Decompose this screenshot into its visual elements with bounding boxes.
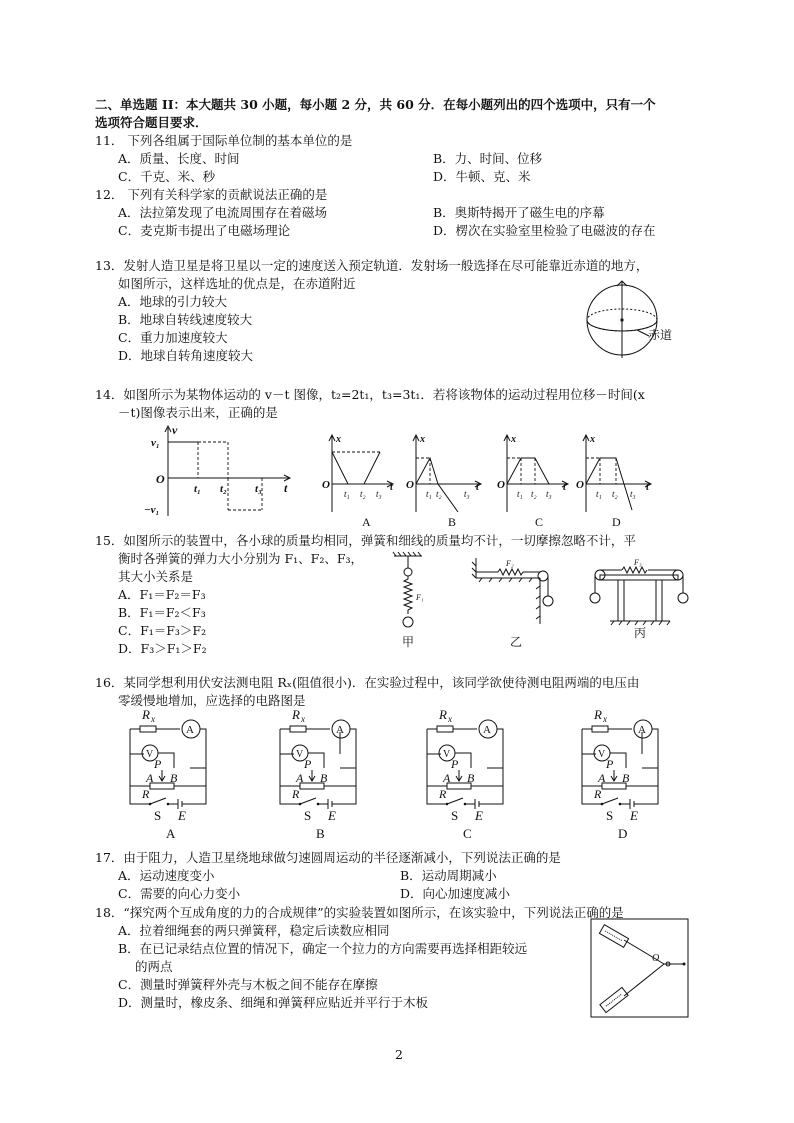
q13-equator-label: 赤道: [648, 328, 673, 342]
q13-option-d: D．地球自转角速度较大: [118, 348, 254, 363]
q15-option-d: D．F₃＞F₁＞F₂: [118, 641, 207, 656]
p-label: P: [606, 757, 614, 771]
xt-a-t2: t₂: [360, 489, 366, 499]
vt-t3-label: t₃: [255, 483, 262, 495]
vt-v1-label: v₁: [151, 437, 160, 449]
rx-resistor: [437, 726, 453, 732]
p-label: P: [154, 757, 162, 771]
q16-option-label: B: [316, 826, 325, 841]
q18-o-label: O: [652, 953, 660, 964]
section-header-line2: 选项符合题目要求．: [95, 115, 208, 130]
xt-b-t1: t₁: [426, 489, 432, 499]
voltmeter-label: V: [296, 749, 304, 760]
q13-stem-line1: 13．发射人造卫星是将卫星以一定的速度送入预定轨道．发射场一般选择在尽可能靠近赤道的地方，: [95, 258, 649, 273]
xt-d-t3: t₃: [630, 489, 636, 499]
rheostat-b-label: B: [467, 771, 475, 785]
q14-option-c-label: C: [535, 515, 544, 529]
switch-s-label: S: [304, 808, 312, 823]
q16-circuit-c: [425, 708, 525, 843]
vt-neg-v1-label: −v₁: [144, 504, 160, 516]
battery-e-label: E: [475, 808, 483, 823]
q17-option-b: B．运动周期减小: [400, 868, 497, 883]
section-header-line1: 二、单选题 II：本大题共 30 小题，每小题 2 分，共 60 分．在每小题列出的四个选项中，只有一个: [95, 97, 656, 112]
q14-xt-graph-b: [402, 428, 487, 528]
vt-t-axis-label: t: [284, 481, 288, 495]
ammeter-label: A: [638, 724, 646, 736]
xt-a-origin: O: [322, 479, 330, 491]
p-label: P: [304, 757, 312, 771]
xt-c-t3: t₃: [546, 489, 552, 499]
q14-xt-graph-c: [493, 428, 573, 528]
xt-c-t-label: t: [563, 482, 566, 493]
q17-option-c: C．需要的向心力变小: [118, 886, 241, 901]
rx-label: R: [439, 707, 447, 722]
q13-earth-figure: [585, 280, 685, 370]
q15-figure-bing: [582, 553, 692, 653]
q14-xt-graph-a: [318, 428, 398, 528]
q16-circuit-b: [278, 708, 378, 843]
xt-b-x-label: x: [420, 434, 425, 445]
q15-f3-label: F₃: [634, 558, 642, 567]
q12-option-d: D．楞次在实验室里检验了电磁波的存在: [433, 223, 656, 238]
rheostat-b-label: B: [170, 771, 178, 785]
xt-d-x-label: x: [590, 434, 595, 445]
q16-option-label: D: [618, 826, 628, 841]
xt-c-t1: t₁: [517, 489, 523, 499]
q18-stem: 18．“探究两个互成角度的力的合成规律”的实验装置如图所示，在该实验中，下列说法正确的是: [95, 905, 624, 920]
q13-option-a: A．地球的引力较大: [118, 294, 228, 309]
rheostat-r-label: R: [594, 787, 602, 801]
voltmeter-label: V: [443, 749, 451, 760]
q15-stem-line2: 衡时各弹簧的弹力大小分别为 F₁、F₂、F₃，: [118, 551, 364, 566]
rx-sub-label: x: [603, 714, 607, 724]
q15-option-a: A．F₁＝F₂＝F₃: [118, 587, 206, 602]
q14-xt-graph-d: [572, 428, 657, 528]
rx-label: R: [292, 707, 300, 722]
q15-figure-jia: [388, 550, 448, 650]
q15-f1-label: F₁: [416, 593, 424, 602]
xt-b-t-label: t: [476, 482, 479, 493]
xt-b-t2: t₂: [436, 489, 442, 499]
rx-label: R: [142, 707, 150, 722]
q15-bing-label: 丙: [634, 626, 647, 640]
q15-option-c: C．F₁＝F₃＞F₂: [118, 623, 207, 638]
q15-figure-yi: [468, 556, 558, 656]
rheostat-r-label: R: [142, 787, 150, 801]
vt-origin-label: O: [156, 472, 165, 486]
voltmeter-label: V: [146, 749, 154, 760]
q15-jia-label: 甲: [402, 635, 415, 649]
switch-s-label: S: [606, 808, 614, 823]
rx-resistor: [140, 726, 156, 732]
xt-a-x-label: x: [336, 434, 341, 445]
q17-stem: 17．由于阻力，人造卫星绕地球做匀速圆周运动的半径逐渐减小，下列说法正确的是: [95, 850, 561, 865]
rheostat-r-label: R: [439, 787, 447, 801]
xt-d-origin: O: [576, 479, 584, 491]
p-label: P: [451, 757, 459, 771]
q17-option-d: D．向心加速度减小: [400, 886, 511, 901]
q13-option-c: C．重力加速度较大: [118, 330, 228, 345]
q14-vt-graph: [140, 420, 300, 520]
page-number: 2: [395, 1047, 403, 1062]
q18-option-c: C．测量时弹簧秤外壳与木板之间不能存在摩擦: [118, 977, 378, 992]
vt-t2-label: t₂: [220, 483, 227, 495]
q12-stem: 12． 下列有关科学家的贡献说法正确的是: [95, 187, 328, 202]
rheostat-a-label: A: [146, 771, 154, 785]
q12-option-c: C．麦克斯韦提出了电磁场理论: [118, 223, 291, 238]
ammeter-label: A: [336, 724, 344, 736]
q14-option-d-label: D: [612, 515, 621, 529]
q13-stem-line2: 如图所示，这样选址的优点是，在赤道附近: [118, 276, 356, 291]
q17-option-a: A．运动速度变小: [118, 868, 215, 883]
switch-s-label: S: [451, 808, 459, 823]
xt-b-t3: t₃: [464, 489, 470, 499]
xt-d-t1: t₁: [596, 489, 602, 499]
q11-option-a: A．质量、长度、时间: [118, 151, 240, 166]
q14-option-b-label: B: [448, 515, 457, 529]
q12-option-a: A．法拉第发现了电流周围存在着磁场: [118, 205, 328, 220]
xt-a-t-label: t: [390, 482, 393, 493]
q11-option-b: B．力、时间、位移: [433, 151, 543, 166]
battery-e-label: E: [328, 808, 336, 823]
q16-stem-line1: 16．某同学想利用伏安法测电阻 Rₓ(阻值很小)．在实验过程中，该同学欲使待测电阻两端的电压由: [95, 675, 640, 690]
q11-option-c: C．千克、米、秒: [118, 169, 216, 184]
q18-option-d: D．测量时，橡皮条、细绳和弹簧秤应贴近并平行于木板: [118, 995, 429, 1010]
xt-d-t2: t₂: [612, 489, 618, 499]
q14-option-a-label: A: [362, 515, 371, 529]
q16-option-label: C: [463, 826, 472, 841]
q11-option-d: D．牛顿、克、米: [433, 169, 531, 184]
ammeter-label: A: [483, 724, 491, 736]
xt-a-t1: t₁: [344, 489, 350, 499]
rx-sub-label: x: [151, 714, 155, 724]
q18-option-b-line2: 的两点: [135, 959, 173, 974]
switch-s-label: S: [154, 808, 162, 823]
rx-sub-label: x: [448, 714, 452, 724]
rx-sub-label: x: [301, 714, 305, 724]
rheostat-a-label: A: [296, 771, 304, 785]
q15-stem-line1: 15．如图所示的装置中，各小球的质量均相同，弹簧和细线的质量均不计，一切摩擦忽略不计，平: [95, 533, 636, 548]
xt-b-origin: O: [406, 479, 414, 491]
q18-option-b-line1: B．在已记录结点位置的情况下，确定一个拉力的方向需要再选择相距较远: [118, 941, 528, 956]
q16-stem-line2: 零缓慢地增加，应选择的电路图是: [118, 693, 306, 708]
q15-option-b: B．F₁＝F₂＜F₃: [118, 605, 206, 620]
q15-stem-line3: 其大小关系是: [118, 569, 194, 584]
rx-resistor: [290, 726, 306, 732]
vt-v-axis-label: v: [172, 423, 178, 437]
rx-label: R: [594, 707, 602, 722]
xt-c-x-label: x: [511, 434, 516, 445]
rheostat-a-label: A: [598, 771, 606, 785]
q16-circuit-a: [128, 708, 228, 843]
q18-force-figure: [590, 918, 690, 1020]
q18-option-a: A．拉着细绳套的两只弹簧秤，稳定后读数应相同: [118, 923, 390, 938]
q12-option-b: B．奥斯特揭开了磁生电的序幕: [433, 205, 605, 220]
q15-yi-label: 乙: [510, 635, 523, 649]
q14-stem-line2: －t)图像表示出来，正确的是: [118, 405, 278, 420]
q16-option-label: A: [166, 826, 176, 841]
xt-d-t-label: t: [646, 482, 649, 493]
battery-e-label: E: [178, 808, 186, 823]
xt-a-t3: t₃: [376, 489, 382, 499]
q16-circuit-d: [580, 708, 680, 843]
ammeter-label: A: [186, 724, 194, 736]
rheostat-b-label: B: [320, 771, 328, 785]
voltmeter-label: V: [598, 749, 606, 760]
xt-c-t2: t₂: [531, 489, 537, 499]
rheostat-b-label: B: [622, 771, 630, 785]
q11-stem: 11． 下列各组属于国际单位制的基本单位的是: [95, 133, 353, 148]
rheostat-r-label: R: [292, 787, 300, 801]
q13-option-b: B．地球自转线速度较大: [118, 312, 253, 327]
battery-e-label: E: [630, 808, 638, 823]
q15-f2-label: F₂: [506, 559, 514, 568]
rx-resistor: [592, 726, 608, 732]
q14-stem-line1: 14．如图所示为某物体运动的 v－t 图像，t₂=2t₁，t₃=3t₁．若将该物体的运动过程用位移－时间(x: [95, 387, 645, 402]
xt-c-origin: O: [497, 479, 505, 491]
rheostat-a-label: A: [443, 771, 451, 785]
vt-t1-label: t₁: [194, 483, 201, 495]
